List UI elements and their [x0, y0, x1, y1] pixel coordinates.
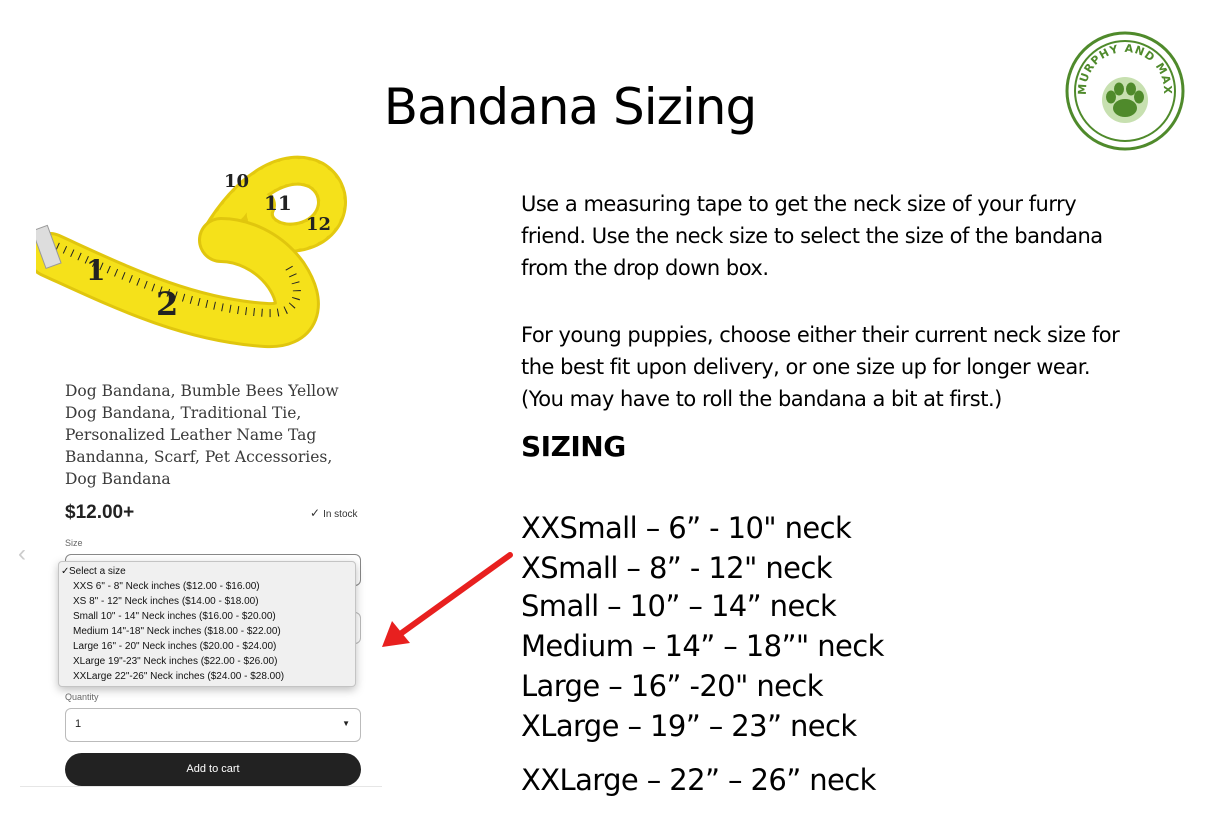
size-option[interactable]: XXLarge 22"-26" Neck inches ($24.00 - $28.00): [73, 671, 285, 682]
product-card: [20, 372, 382, 790]
sizing-heading: SIZING: [521, 430, 626, 463]
checkmark-icon: ✓: [310, 506, 321, 520]
size-row: XXLarge – 22” – 26” neck: [521, 763, 876, 797]
size-row: Medium – 14” – 18”" neck: [521, 629, 884, 663]
measuring-tape-image: [36, 145, 356, 365]
page-title: Bandana Sizing: [383, 78, 757, 136]
tape-number: 10: [224, 171, 250, 192]
murphy-and-max-logo: [1064, 30, 1186, 152]
divider: [20, 786, 382, 787]
size-option[interactable]: ✓ Select a size: [61, 566, 126, 577]
quantity-value: 1: [75, 718, 82, 730]
size-dropdown-menu[interactable]: [58, 561, 356, 687]
size-row: XLarge – 19” – 23” neck: [521, 709, 857, 743]
product-title: Dog Bandana, Bumble Bees Yellow Dog Bandana, Traditional Tie, Personalized Leather Name Tag Bandanna, Scarf, Pet Accessories, Dog Bandana: [65, 382, 339, 488]
size-option[interactable]: XLarge 19"-23" Neck inches ($22.00 - $26.00): [73, 656, 278, 667]
size-option[interactable]: Small 10" - 14" Neck inches ($16.00 - $20.00): [73, 611, 276, 622]
add-to-cart-button[interactable]: Add to cart: [65, 753, 361, 786]
tape-number: 2: [156, 285, 179, 323]
size-option[interactable]: Large 16" - 20" Neck inches ($20.00 - $24.00): [73, 641, 277, 652]
tape-number: 1: [86, 254, 106, 287]
red-arrow-icon: [370, 545, 520, 655]
size-row: Small – 10” – 14” neck: [521, 589, 837, 623]
quantity-label: Quantity: [65, 692, 99, 702]
instructions-paragraph: Use a measuring tape to get the neck size of your furry friend. Use the neck size to select the size of the bandana from the drop down box.: [521, 192, 1103, 280]
stock-status: ✓ In stock: [310, 506, 358, 520]
chevron-left-icon[interactable]: ‹: [18, 540, 26, 567]
size-option[interactable]: Medium 14"-18" Neck inches ($18.00 - $22.00): [73, 626, 281, 637]
tape-number: 12: [306, 214, 332, 235]
instructions: [521, 188, 1201, 450]
size-option[interactable]: XXS 6" - 8" Neck inches ($12.00 - $16.00): [73, 581, 260, 592]
size-row: XXSmall – 6” - 10" neck: [521, 511, 852, 545]
svg-text:MURPHY AND MAX: MURPHY AND MAX: [1075, 41, 1175, 96]
size-row: Large – 16” -20" neck: [521, 669, 823, 703]
checkmark-icon: ✓: [61, 566, 70, 577]
size-option[interactable]: XS 8" - 12" Neck inches ($14.00 - $18.00): [73, 596, 259, 607]
tape-number: 11: [264, 191, 292, 215]
size-row: XSmall – 8” - 12" neck: [521, 551, 832, 585]
size-label: Size: [65, 538, 83, 548]
instructions-paragraph: For young puppies, choose either their current neck size for the best fit upon delivery, or one size up for longer wear. (You may have to roll the bandana a bit at first.): [521, 323, 1120, 411]
caret-down-icon: ▼: [342, 719, 350, 728]
price: $12.00+: [65, 502, 135, 523]
quantity-select[interactable]: [65, 708, 361, 742]
